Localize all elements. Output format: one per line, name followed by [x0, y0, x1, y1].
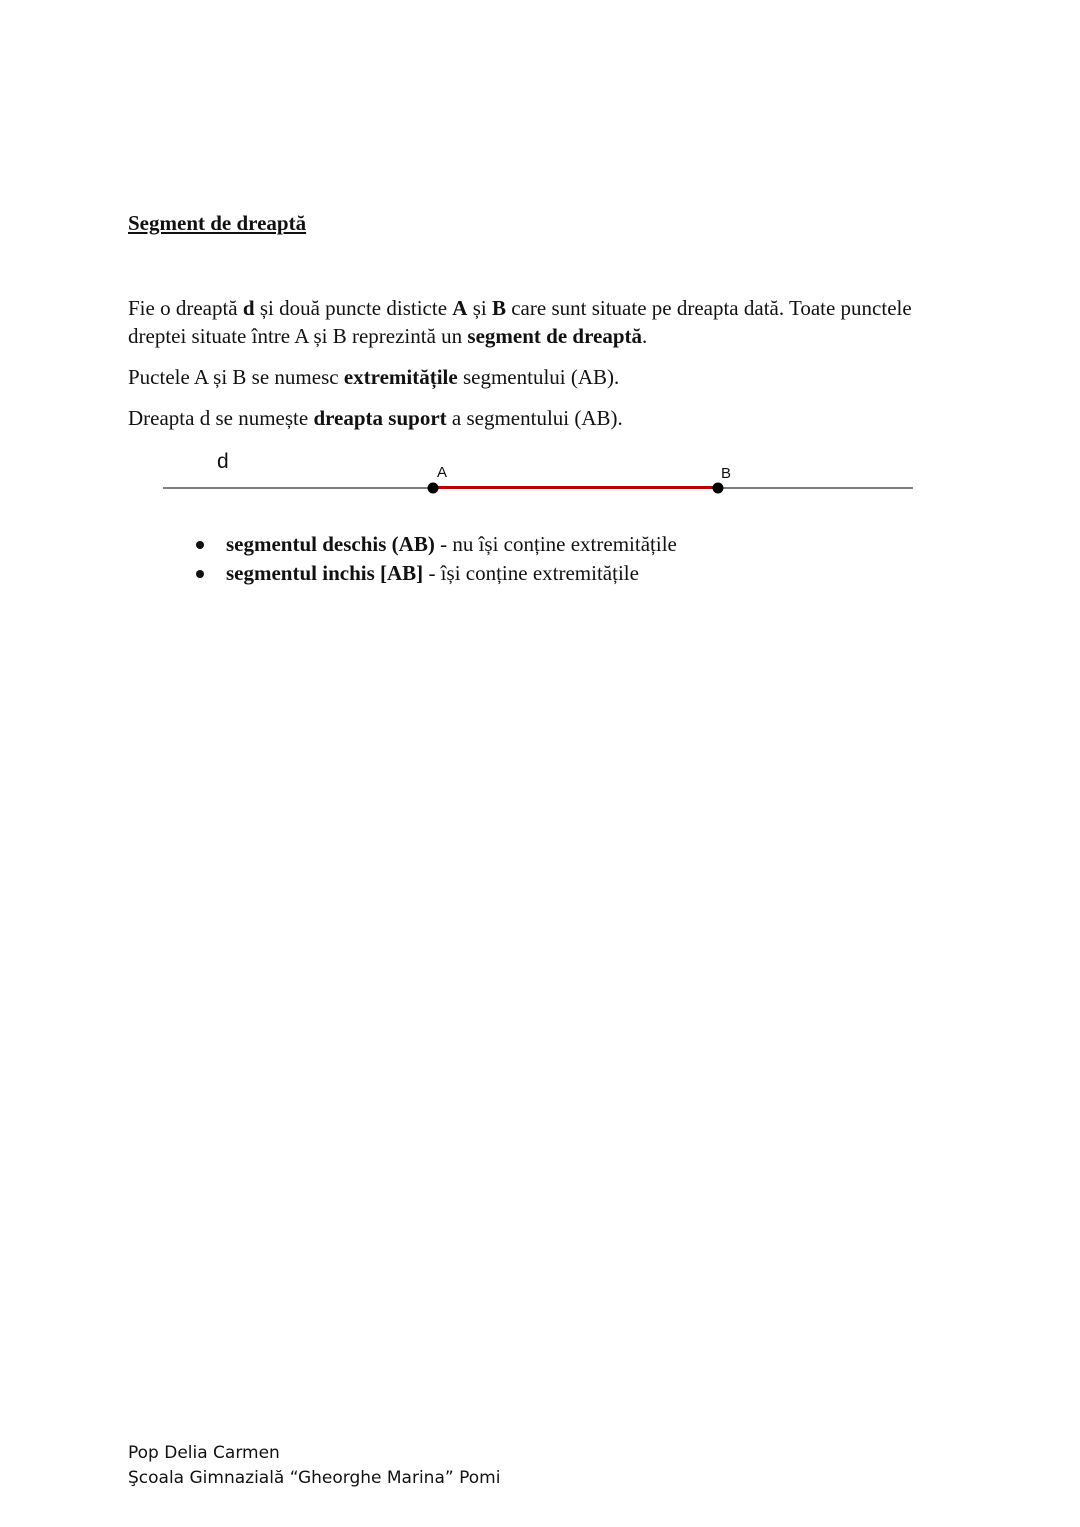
- bold-run: extremitățile: [343, 365, 458, 389]
- bold-run: d: [242, 296, 255, 320]
- bold-run: segment de dreaptă: [467, 324, 642, 348]
- bullet-text: - nu își conține extremitățile: [434, 532, 677, 556]
- endpoints-paragraph: [128, 363, 968, 391]
- point-label-a: A: [437, 464, 448, 481]
- segment-figure: [0, 440, 1080, 510]
- definition-paragraph: [128, 294, 968, 350]
- text-run: segmentului (AB).: [457, 365, 620, 389]
- text-run: .: [642, 324, 648, 348]
- list-item: [195, 559, 677, 588]
- text-run: și: [467, 296, 492, 320]
- segment-diagram: [0, 440, 1080, 510]
- footer-author: Pop Delia Carmen: [128, 1443, 280, 1463]
- text-run: care sunt situate pe dreapta dată. Toate punctele dreptei situate între A și B reprezintă un: [128, 296, 912, 348]
- list-item: [195, 530, 677, 559]
- text-run: Puctele A și B se numesc: [128, 365, 344, 389]
- bold-run: B: [491, 296, 506, 320]
- bold-run: dreapta suport: [313, 406, 447, 430]
- bullet-bold-text: segmentul inchis [AB]: [226, 561, 424, 585]
- line-label-d: d: [217, 450, 229, 473]
- text-run: a segmentului (AB).: [446, 406, 623, 430]
- bullet-bold-text: segmentul deschis (AB): [226, 532, 435, 556]
- text-run: și două puncte disticte: [254, 296, 453, 320]
- point-a: [428, 483, 439, 494]
- text-run: Fie o dreaptă: [128, 296, 243, 320]
- bullet-icon: [196, 570, 204, 578]
- bullet-icon: [196, 541, 204, 549]
- bullet-text: - își conține extremitățile: [423, 561, 639, 585]
- support-line-paragraph: [128, 404, 968, 432]
- footer-school: Şcoala Gimnazială “Gheorghe Marina” Pomi: [128, 1468, 501, 1488]
- footer: [128, 1441, 500, 1491]
- bold-run: A: [452, 296, 468, 320]
- text-run: Dreapta d se numește: [128, 406, 314, 430]
- page-title: Segment de dreaptă: [128, 211, 307, 235]
- point-b: [713, 483, 724, 494]
- segment-types-list: [195, 530, 677, 588]
- point-label-b: B: [721, 465, 732, 482]
